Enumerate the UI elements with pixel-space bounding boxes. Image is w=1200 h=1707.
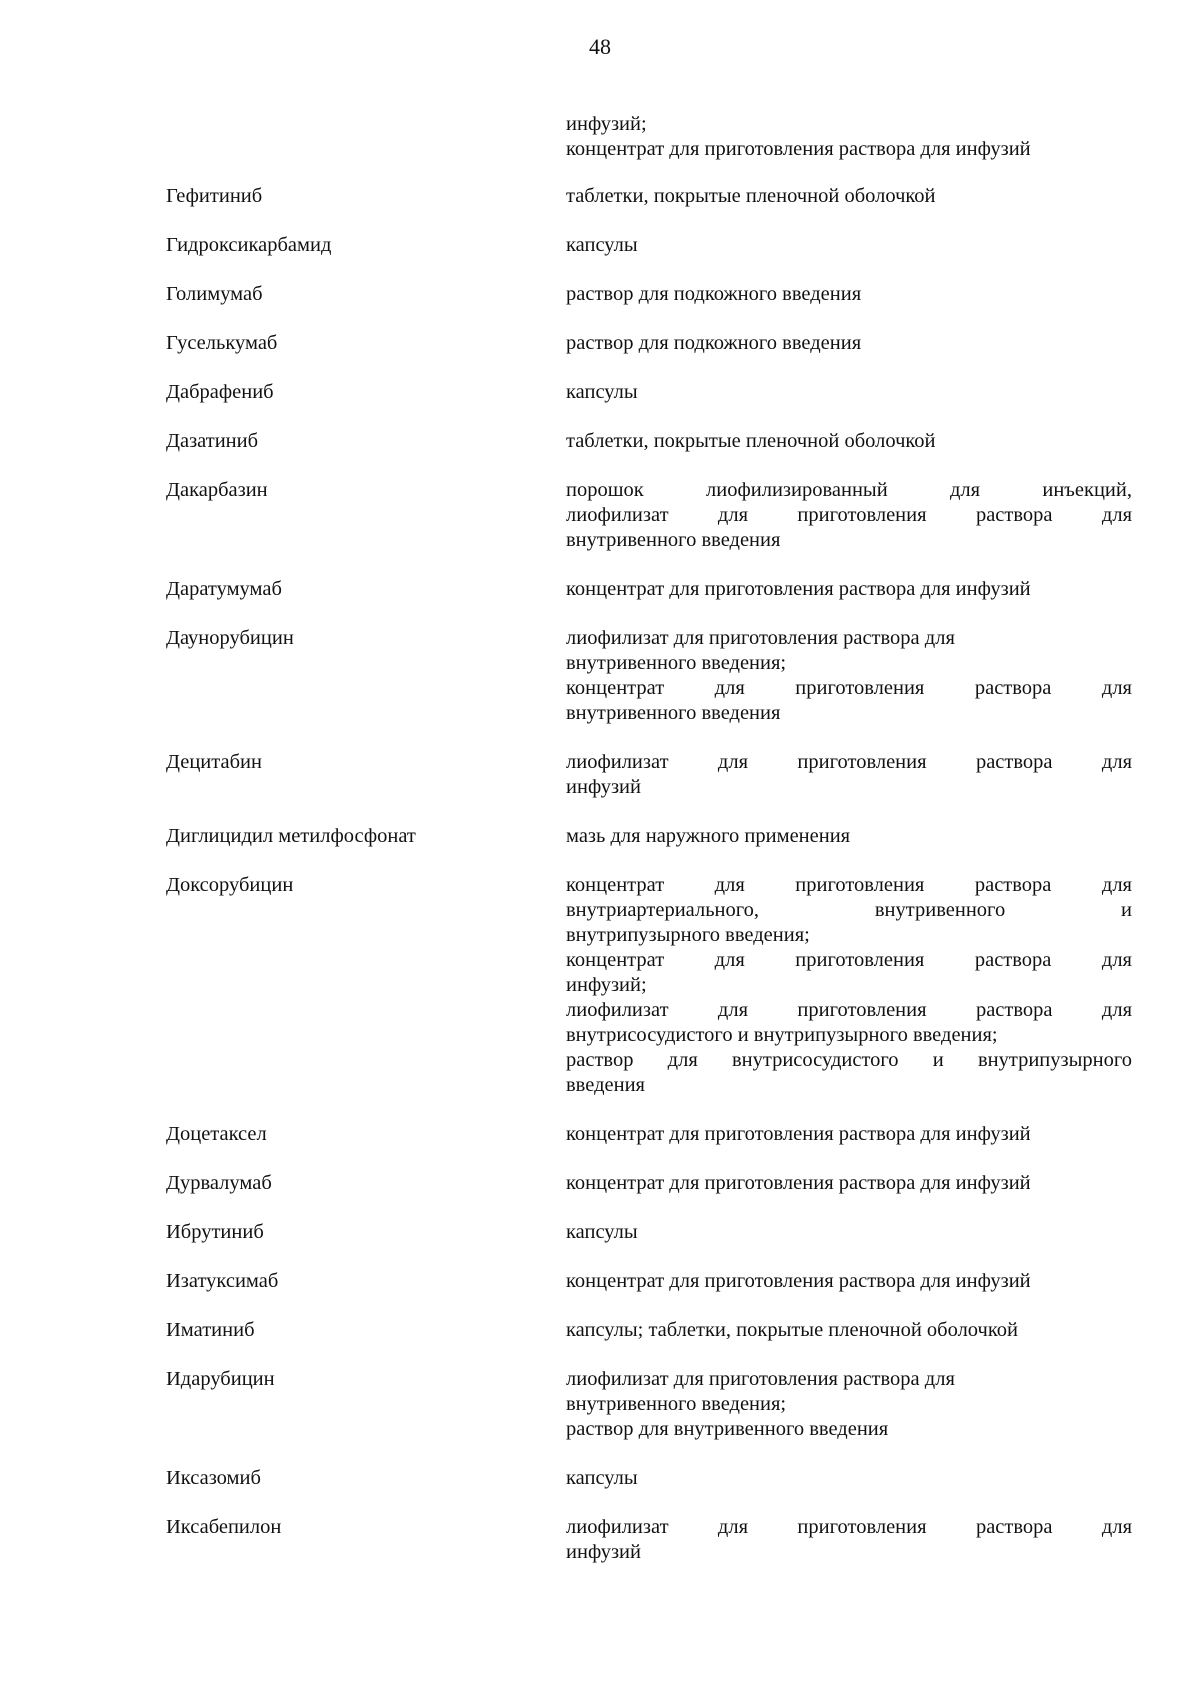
dosage-form-line: раствор для внутривенного введения (566, 1418, 889, 1440)
dosage-forms (566, 184, 1132, 209)
dosage-forms (566, 1466, 1132, 1491)
drug-list (166, 112, 1132, 1589)
drug-entry (166, 577, 1132, 602)
dosage-form-line: капсулы; таблетки, покрытые пленочной оболочкой (566, 1319, 1018, 1341)
drug-entry (166, 824, 1132, 849)
drug-entry (166, 1367, 1132, 1442)
dosage-form-line: капсулы (566, 234, 638, 256)
drug-entry (166, 750, 1132, 800)
dosage-form-line: внутривенного введения (566, 702, 781, 724)
dosage-form-line: капсулы (566, 1467, 638, 1489)
dosage-form-line: концентрат для приготовления раствора для инфузий (566, 1172, 1031, 1194)
drug-name: Ибрутиниб (166, 1221, 264, 1243)
dosage-form-line: таблетки, покрытые пленочной оболочкой (566, 430, 936, 452)
drug-entry (166, 429, 1132, 454)
dosage-forms (566, 1318, 1132, 1343)
drug-name: Доцетаксел (166, 1123, 267, 1145)
dosage-form-line: концентрат для приготовления раствора для инфузий (566, 1270, 1031, 1292)
drug-name: Иксабепилон (166, 1516, 282, 1538)
dosage-form-line: внутривенного введения (566, 529, 781, 551)
dosage-form-line: введения (566, 1074, 645, 1096)
drug-name: Даунорубицин (166, 627, 294, 649)
dosage-form-line: внутрисосудистого и внутрипузырного введения; (566, 1024, 998, 1046)
drug-entry (166, 233, 1132, 258)
dosage-form-line: внутривенного введения; (566, 1393, 787, 1415)
dosage-forms (566, 233, 1132, 258)
dosage-form-line: инфузий (566, 776, 642, 798)
dosage-forms (566, 380, 1132, 405)
drug-entry (166, 873, 1132, 1098)
page-number: 48 (589, 34, 611, 59)
drug-name: Идарубицин (166, 1368, 275, 1390)
drug-entry (166, 1171, 1132, 1196)
dosage-form-line: капсулы (566, 381, 638, 403)
dosage-forms (566, 1367, 1132, 1442)
dosage-form-line: лиофилизат для приготовления раствора для (566, 751, 1132, 773)
drug-entry (166, 1318, 1132, 1343)
dosage-form-line: лиофилизат для приготовления раствора для (566, 627, 955, 649)
drug-entry (166, 331, 1132, 356)
dosage-forms (566, 1122, 1132, 1147)
drug-name: Иматиниб (166, 1319, 255, 1341)
drug-name: Диглицидил метилфосфонат (166, 825, 416, 847)
drug-entry (166, 282, 1132, 307)
dosage-forms (566, 478, 1132, 553)
dosage-forms (566, 873, 1132, 1098)
dosage-form-line: инфузий; (566, 974, 647, 996)
dosage-form-line: мазь для наружного применения (566, 825, 851, 847)
dosage-forms (566, 577, 1132, 602)
dosage-form-line: концентрат для приготовления раствора для инфузий (566, 138, 1031, 160)
dosage-form-line: внутривенного введения; (566, 652, 787, 674)
dosage-form-line: раствор для подкожного введения (566, 332, 862, 354)
dosage-forms (566, 1171, 1132, 1196)
dosage-forms (566, 429, 1132, 454)
dosage-form-line: инфузий (566, 1541, 642, 1563)
dosage-form-line: лиофилизат для приготовления раствора для (566, 999, 1132, 1021)
dosage-form-line: концентрат для приготовления раствора для инфузий (566, 578, 1031, 600)
drug-entry (166, 478, 1132, 553)
dosage-form-line: раствор для подкожного введения (566, 283, 862, 305)
dosage-forms (566, 1220, 1132, 1245)
dosage-form-line: концентрат для приготовления раствора для (566, 874, 1132, 896)
dosage-form-line: раствор для внутрисосудистого и внутрипузырного (566, 1049, 1132, 1071)
drug-entry (166, 626, 1132, 726)
drug-name: Дазатиниб (166, 430, 259, 452)
dosage-forms (566, 750, 1132, 800)
drug-entry (166, 112, 1132, 162)
dosage-form-line: концентрат для приготовления раствора для (566, 949, 1132, 971)
drug-name: Голимумаб (166, 283, 263, 305)
dosage-form-line: таблетки, покрытые пленочной оболочкой (566, 185, 936, 207)
drug-name: Иксазомиб (166, 1467, 261, 1489)
drug-entry (166, 184, 1132, 209)
dosage-form-line: лиофилизат для приготовления раствора для (566, 504, 1132, 526)
dosage-form-line: внутрипузырного введения; (566, 924, 810, 946)
dosage-form-line: капсулы (566, 1221, 638, 1243)
drug-name: Гефитиниб (166, 185, 263, 207)
dosage-forms (566, 112, 1132, 162)
dosage-form-line: концентрат для приготовления раствора для инфузий (566, 1123, 1031, 1145)
drug-entry (166, 1269, 1132, 1294)
drug-name: Даратумумаб (166, 578, 282, 600)
drug-name: Изатуксимаб (166, 1270, 279, 1292)
dosage-form-line: лиофилизат для приготовления раствора для (566, 1368, 955, 1390)
drug-entry (166, 1220, 1132, 1245)
dosage-forms (566, 331, 1132, 356)
drug-name: Децитабин (166, 751, 262, 773)
dosage-form-line: внутриартериального, внутривенного и (566, 899, 1132, 921)
drug-name: Доксорубицин (166, 874, 294, 896)
drug-entry (166, 1466, 1132, 1491)
dosage-form-line: лиофилизат для приготовления раствора для (566, 1516, 1132, 1538)
drug-entry (166, 380, 1132, 405)
drug-name: Дакарбазин (166, 479, 268, 501)
drug-name: Дабрафениб (166, 381, 274, 403)
drug-name: Гуселькумаб (166, 332, 278, 354)
drug-entry (166, 1515, 1132, 1565)
drug-name: Дурвалумаб (166, 1172, 272, 1194)
drug-name: Гидроксикарбамид (166, 234, 332, 256)
drug-entry (166, 1122, 1132, 1147)
dosage-forms (566, 282, 1132, 307)
dosage-forms (566, 824, 1132, 849)
dosage-form-line: порошок лиофилизированный для инъекций, (566, 479, 1132, 501)
dosage-forms (566, 1269, 1132, 1294)
dosage-form-line: концентрат для приготовления раствора для (566, 677, 1132, 699)
dosage-forms (566, 626, 1132, 726)
dosage-form-line: инфузий; (566, 113, 647, 135)
dosage-forms (566, 1515, 1132, 1565)
